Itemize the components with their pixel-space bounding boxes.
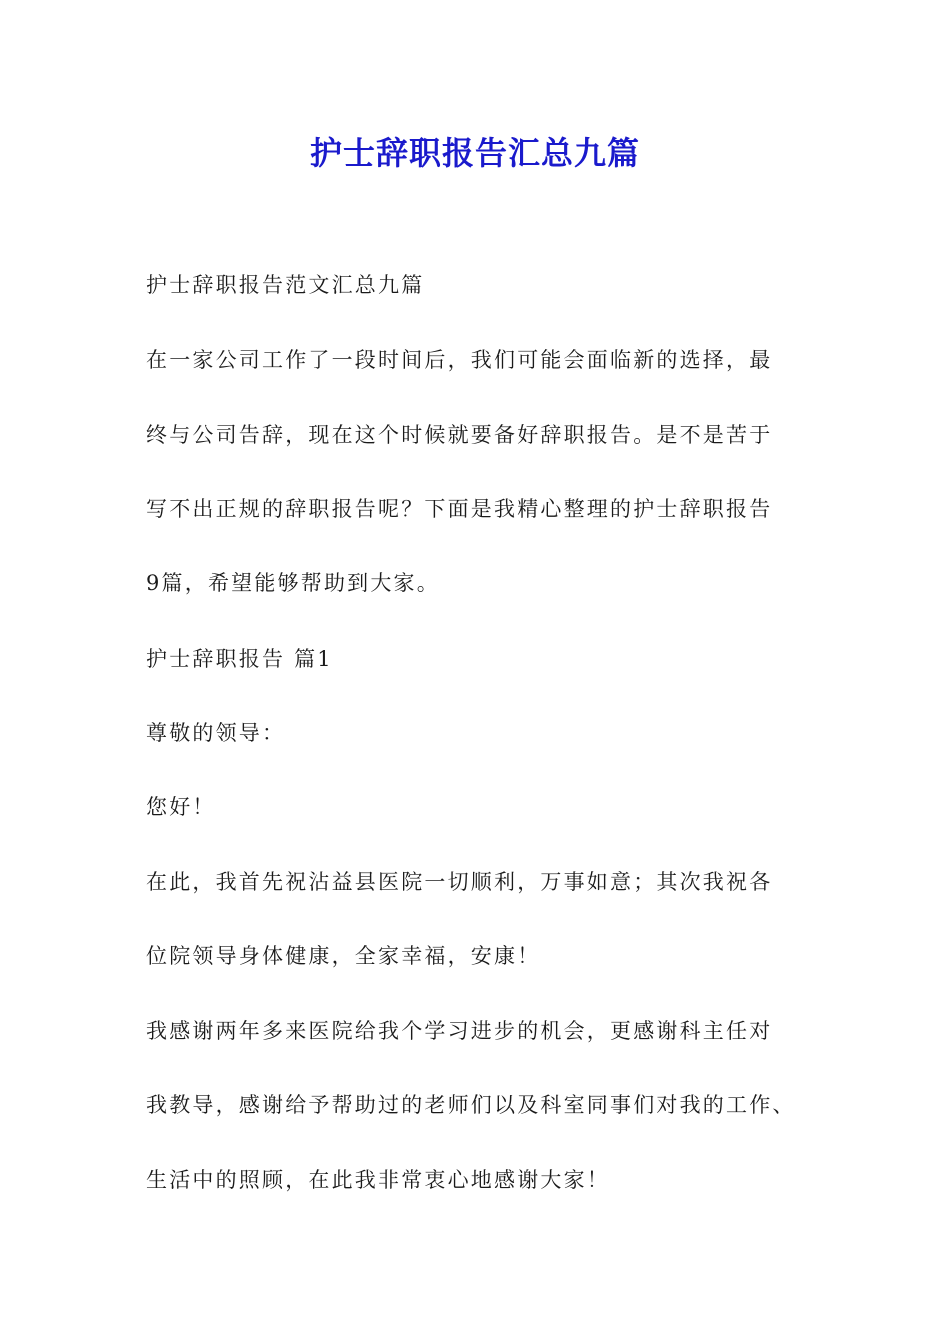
greeting: 您好！	[146, 795, 216, 819]
paragraph-line: 生活中的照顾，在此我非常衷心地感谢大家！	[146, 1168, 610, 1192]
salutation: 尊敬的领导：	[146, 721, 286, 745]
paragraph-line: 9篇，希望能够帮助到大家。	[146, 571, 440, 595]
paragraph-line: 在一家公司工作了一段时间后，我们可能会面临新的选择，最	[146, 348, 773, 372]
paragraph-line: 我感谢两年多来医院给我个学习进步的机会，更感谢科主任对	[146, 1019, 773, 1043]
paragraph-line: 我教导，感谢给予帮助过的老师们以及科室同事们对我的工作、	[146, 1093, 796, 1117]
paragraph-line: 位院领导身体健康，全家幸福，安康！	[146, 944, 541, 968]
paragraph-line: 终与公司告辞，现在这个时候就要备好辞职报告。是不是苦于	[146, 423, 773, 447]
subtitle-line: 护士辞职报告范文汇总九篇	[146, 273, 425, 297]
paragraph-line: 写不出正规的辞职报告呢？下面是我精心整理的护士辞职报告	[146, 497, 773, 521]
section-heading: 护士辞职报告 篇1	[146, 647, 333, 671]
paragraph-line: 在此，我首先祝沾益县医院一切顺利，万事如意；其次我祝各	[146, 870, 773, 894]
document-title: 护士辞职报告汇总九篇	[309, 134, 640, 172]
